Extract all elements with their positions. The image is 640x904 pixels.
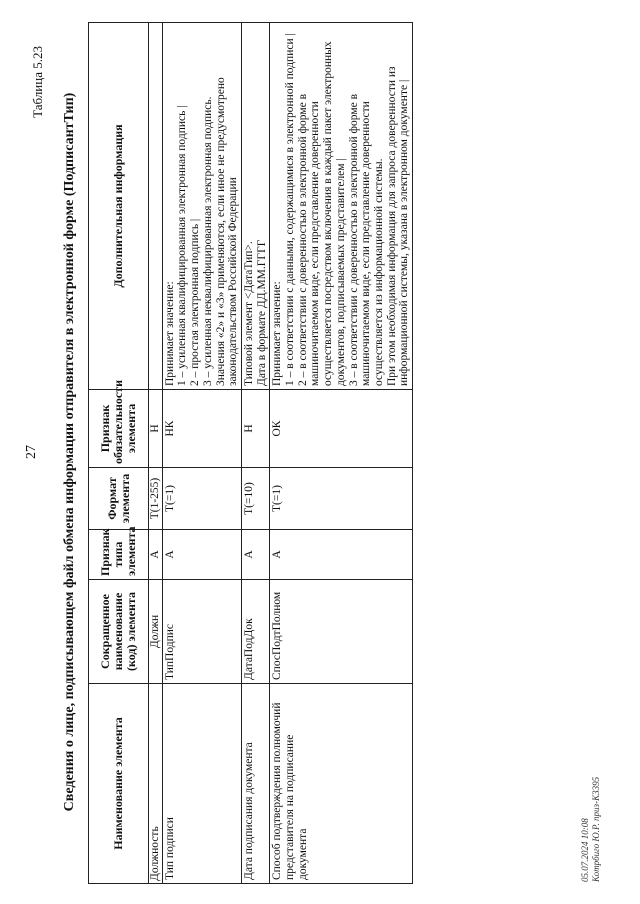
info-line: Принимает значение: (271, 281, 284, 386)
info-line: 3 – усиленная неквалифицированная электронная подпись. (201, 96, 214, 386)
cell-format: T(=1) (270, 468, 413, 530)
signature-stamp (580, 777, 602, 882)
table-row (149, 23, 163, 884)
info-line: 2 – в соответствии с доверенностью в электронной форме в машиночитаемом виде, если представление доверенности осуществляется посредством включения в каждый пакет электронных документов, подписываемых представителем | (296, 41, 347, 386)
cell-required: ОК (270, 390, 413, 468)
header-format: Формат элемента (89, 468, 149, 530)
info-line: При этом необходимая информация для запроса доверенности из информационной системы, указана в электронном документе | (385, 66, 411, 386)
cell-required: Н (149, 390, 163, 468)
header-code: Сокращенное наименование (код) элемента (89, 580, 149, 684)
cell-code: СпосПодтПолном (270, 580, 413, 684)
stamp-signer: Котрбиго Ю.Р. приз-K3395 (591, 776, 601, 882)
cell-type: А (241, 530, 269, 580)
info-line: Принимает значение: (163, 281, 176, 386)
cell-info (162, 23, 241, 390)
info-line: Типовой элемент <ДатаТип>. (242, 241, 255, 386)
cell-format: T(=1) (162, 468, 241, 530)
cell-info (149, 23, 163, 390)
cell-required: Н (241, 390, 269, 468)
info-line: 1 – усиленная квалифицированная электронная подпись | (176, 105, 189, 386)
cell-name: Способ подтверждения полномочий представителя на подписание документа (270, 684, 413, 884)
cell-format: T(=10) (241, 468, 269, 530)
info-line: Дата в формате ДД.ММ.ГГГГ (255, 239, 268, 386)
table-row (241, 23, 269, 884)
info-line: 2 – простая электронная подпись | (189, 218, 202, 386)
cell-code: Должн (149, 580, 163, 684)
cell-name: Должность (149, 684, 163, 884)
page-number: 27 (24, 445, 39, 459)
header-name: Наименование элемента (89, 684, 149, 884)
stamp-date: 05.07.2024 10:08 (580, 818, 590, 882)
table-row (270, 23, 413, 884)
info-line: 3 – в соответствии с доверенностью в электронной форме в машиночитаемом виде, если представление доверенности осуществляется из информационной системы. (347, 93, 385, 386)
cell-code: ДатаПодДок (241, 580, 269, 684)
header-type: Признак типа элемента (89, 530, 149, 580)
header-required: Признак обязательности элемента (89, 390, 149, 468)
cell-name: Дата подписания документа (241, 684, 269, 884)
element-table (88, 22, 413, 884)
info-line: Значения «2» и «3» применяются, если иное не предусмотрено законодательством Российской Федерации (214, 77, 240, 386)
header-info: Дополнительная информация (89, 23, 149, 390)
table-row (162, 23, 241, 884)
cell-info (241, 23, 269, 390)
cell-type: А (270, 530, 413, 580)
cell-name: Тип подписи (162, 684, 241, 884)
info-line: 1 – в соответствии с данными, содержащимися в электронной подписи | (284, 33, 297, 386)
cell-type: А (149, 530, 163, 580)
table-title: Сведения о лице, подписывающем файл обмена информации отправителя в электронной форме (ПодписантТип) (62, 92, 77, 812)
cell-required: НК (162, 390, 241, 468)
cell-type: А (162, 530, 241, 580)
cell-format: T(1-255) (149, 468, 163, 530)
table-label: Таблица 5.23 (30, 46, 45, 118)
cell-info (270, 23, 413, 390)
cell-code: ТипПодпис (162, 580, 241, 684)
